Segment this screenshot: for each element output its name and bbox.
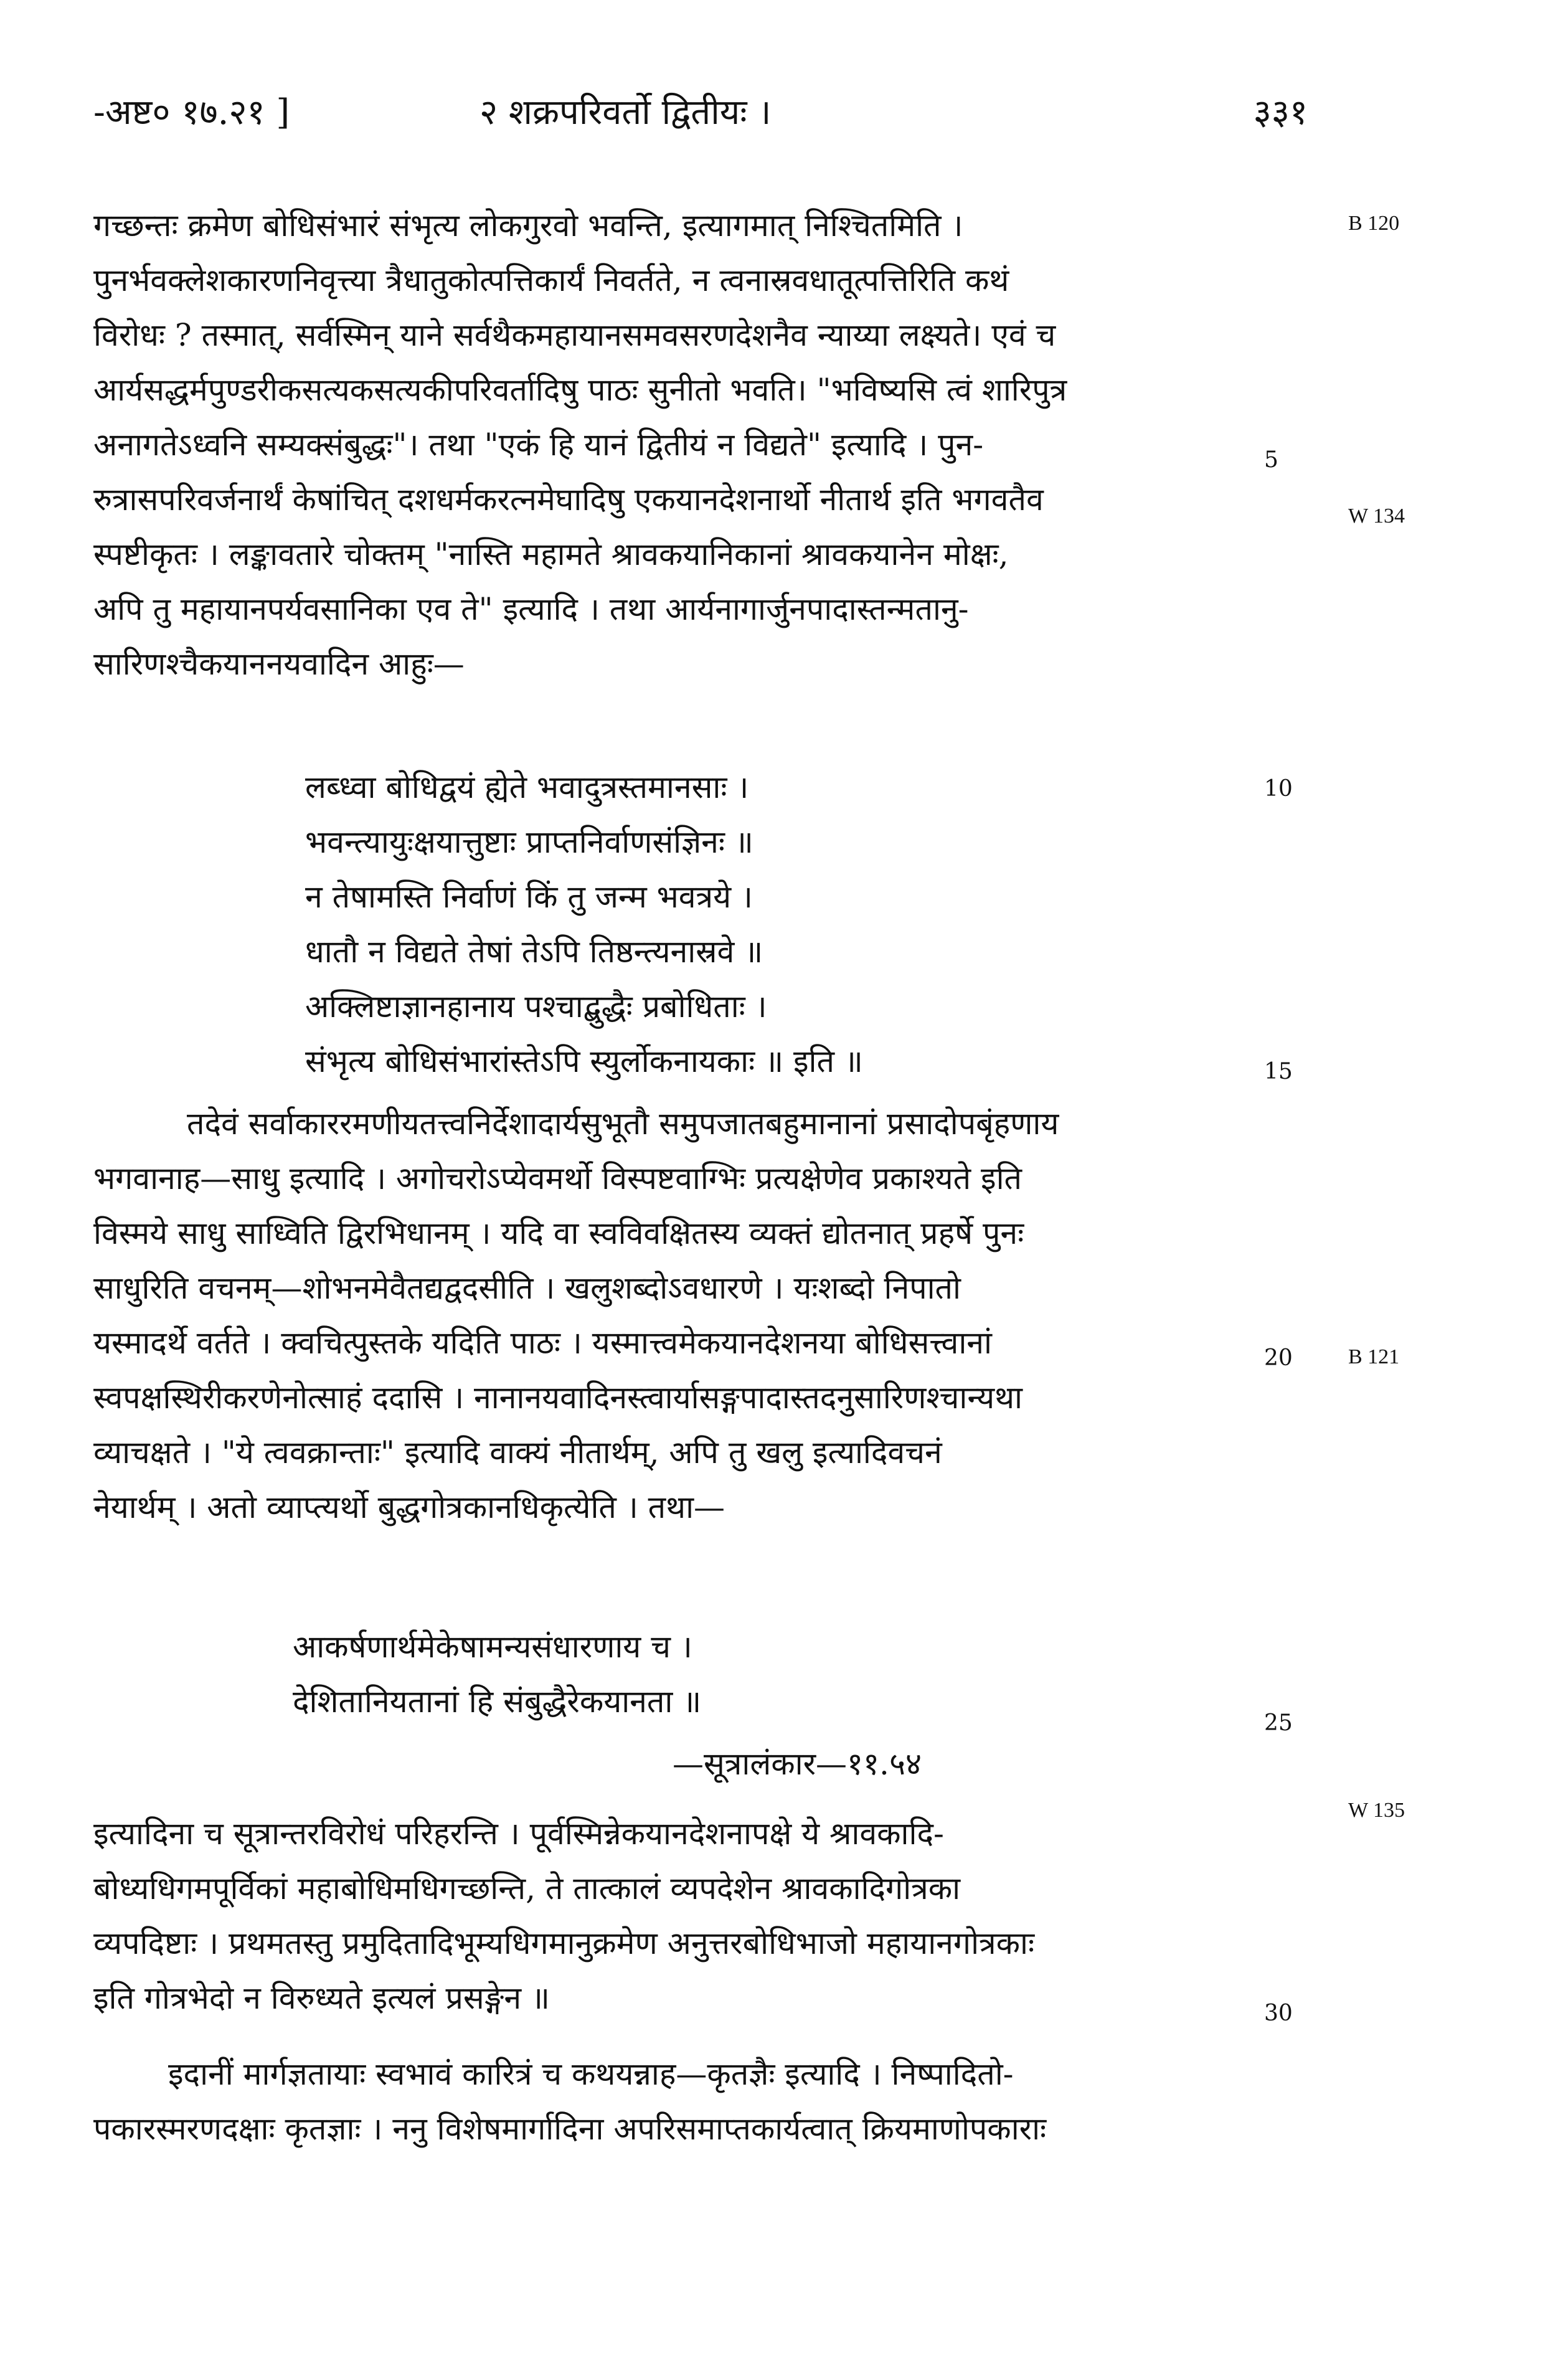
text-line: भगवानाह—साधु इत्यादि । अगोचरोऽप्येवमर्थो विस्पष्टवाग्भिः प्रत्यक्षेणेव प्रकाश्यते इति bbox=[93, 1160, 1023, 1196]
line-number: 15 bbox=[1264, 1059, 1293, 1084]
line-number: 25 bbox=[1264, 1710, 1293, 1736]
text-line: पुनर्भवक्लेशकारणनिवृत्त्या त्रैधातुकोत्पत्तिकार्यं निवर्तते, न त्वनास्रवधातूत्पत्तिरिति कथं bbox=[93, 262, 1009, 298]
verse-line: अक्लिष्टाज्ञानहानाय पश्चाद्बुद्धैः प्रबोधिताः । bbox=[305, 988, 767, 1025]
text-line: विस्मये साधु साध्विति द्विरभिधानम् । यदि वा स्वविवक्षितस्य व्यक्तं द्योतनात् प्रहर्षे पुनः bbox=[93, 1215, 1024, 1251]
text-line: तदेवं सर्वाकाररमणीयतत्त्वनिर्देशादार्यसुभूतौ समुपजातबहुमानानां प्रसादोपबृंहणाय bbox=[187, 1106, 1059, 1142]
header-chapter-title: २ शक्रपरिवर्तो द्वितीयः । bbox=[479, 92, 772, 133]
margin-reference: B 121 bbox=[1348, 1345, 1400, 1368]
verse-line: न तेषामस्ति निर्वाणं किं तु जन्म भवत्रये । bbox=[305, 879, 753, 915]
line-number: 10 bbox=[1264, 776, 1293, 802]
text-line: व्याचक्षते । "ये त्ववक्रान्ताः" इत्यादि वाक्यं नीतार्थम्, अपि तु खलु इत्यादिवचनं bbox=[93, 1434, 942, 1471]
text-line: इदानीं मार्गज्ञतायाः स्वभावं कारित्रं च कथयन्नाह—कृतज्ञैः इत्यादि । निष्पादितो- bbox=[168, 2056, 1014, 2092]
text-line: अनागतेऽध्वनि सम्यक्संबुद्धः"। तथा "एकं हि यानं द्वितीयं न विद्यते" इत्यादि । पुन- bbox=[93, 427, 984, 463]
header-page-number: ३३१ bbox=[1253, 92, 1308, 133]
citation: —सूत्रालंकार—११.५४ bbox=[673, 1746, 922, 1782]
text-line: स्वपक्षस्थिरीकरणेनोत्साहं ददासि । नानानयवादिनस्त्वार्यासङ्गपादास्तदनुसारिणश्चान्यथा bbox=[93, 1380, 1023, 1416]
verse-line: आकर्षणार्थमेकेषामन्यसंधारणाय च । bbox=[293, 1629, 692, 1665]
text-line: व्यपदिष्टाः । प्रथमतस्तु प्रमुदितादिभूम्यधिगमानुक्रमेण अनुत्तरबोधिभाजो महायानगोत्रकाः bbox=[93, 1925, 1035, 1961]
text-line: इति गोत्रभेदो न विरुध्यते इत्यलं प्रसङ्गेन ॥ bbox=[93, 1980, 550, 2016]
verse-line: देशितानियतानां हि संबुद्धैरेकयानता ॥ bbox=[293, 1684, 702, 1720]
verse-line: भवन्त्यायुःक्षयात्तुष्टाः प्राप्तनिर्वाणसंज्ञिनः ॥ bbox=[305, 824, 753, 860]
text-line: बोध्यधिगमपूर्विकां महाबोधिमधिगच्छन्ति, ते तात्कालं व्यपदेशेन श्रावकादिगोत्रका bbox=[93, 1870, 961, 1906]
margin-reference: B 120 bbox=[1348, 212, 1400, 235]
line-number: 20 bbox=[1264, 1345, 1293, 1371]
text-line: आर्यसद्धर्मपुण्डरीकसत्यकसत्यकीपरिवर्तादिषु पाठः सुनीतो भवति। "भविष्यसि त्वं शारिपुत्र bbox=[93, 372, 1067, 408]
running-header bbox=[93, 87, 1308, 149]
header-section-ref: -अष्ट० १७.२१ ] bbox=[93, 92, 290, 133]
text-line: साधुरिति वचनम्—शोभनमेवैतद्यद्वदसीति । खलुशब्दोऽवधारणे । यःशब्दो निपातो bbox=[93, 1270, 961, 1306]
line-number: 5 bbox=[1264, 447, 1278, 473]
text-line: अपि तु महायानपर्यवसानिका एव ते" इत्यादि । तथा आर्यनागार्जुनपादास्तन्मतानु- bbox=[93, 591, 969, 627]
text-line: विरोधः ? तस्मात्, सर्वस्मिन् याने सर्वथैकमहायानसमवसरणदेशनैव न्याय्या लक्ष्यते। एवं च bbox=[93, 317, 1056, 353]
text-line: स्पष्टीकृतः । लङ्कावतारे चोक्तम् "नास्ति महामते श्रावकयानिकानां श्रावकयानेन मोक्षः, bbox=[93, 536, 1009, 572]
verse-line: संभृत्य बोधिसंभारांस्तेऽपि स्युर्लोकनायकाः ॥ इति ॥ bbox=[305, 1043, 863, 1079]
text-line: नेयार्थम् । अतो व्याप्त्यर्थो बुद्धगोत्रकानधिकृत्येति । तथा— bbox=[93, 1489, 725, 1525]
verse-line: लब्ध्वा बोधिद्वयं ह्येते भवादुत्रस्तमानसाः । bbox=[305, 769, 749, 805]
text-line: यस्मादर्थे वर्तते । क्वचित्पुस्तके यदिति पाठः । यस्मात्त्वमेकयानदेशनया बोधिसत्त्वानां bbox=[93, 1325, 992, 1361]
text-line: इत्यादिना च सूत्रान्तरविरोधं परिहरन्ति । पूर्वस्मिन्नेकयानदेशनापक्षे ये श्रावकादि- bbox=[93, 1816, 944, 1852]
line-number: 30 bbox=[1264, 2001, 1293, 2026]
text-line: गच्छन्तः क्रमेण बोधिसंभारं संभृत्य लोकगुरवो भवन्ति, इत्यागमात् निश्चितमिति । bbox=[93, 207, 963, 244]
margin-reference: W 135 bbox=[1348, 1799, 1405, 1822]
margin-reference: W 134 bbox=[1348, 504, 1405, 528]
verse-line: धातौ न विद्यते तेषां तेऽपि तिष्ठन्त्यनास्रवे ॥ bbox=[305, 934, 763, 970]
text-line: पकारस्मरणदक्षाः कृतज्ञाः । ननु विशेषमार्गादिना अपरिसमाप्तकार्यत्वात् क्रियमाणोपकाराः bbox=[93, 2111, 1047, 2147]
text-line: रुत्रासपरिवर्जनार्थं केषांचित् दशधर्मकरत्नमेघादिषु एकयानदेशनार्थो नीतार्थ इति भगवतैव bbox=[93, 481, 1044, 518]
text-line: सारिणश्चैकयाननयवादिन आहुः— bbox=[93, 646, 465, 682]
